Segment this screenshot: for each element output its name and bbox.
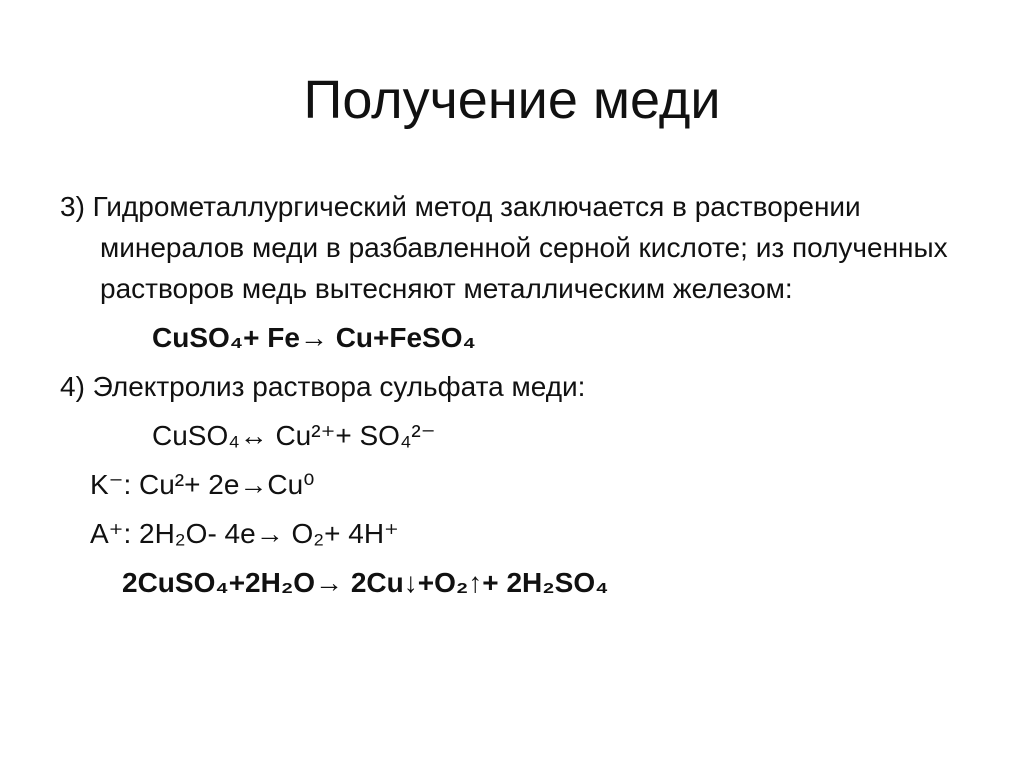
method-4-text: 4) Электролиз раствора сульфата меди: [60, 371, 586, 402]
equation-dissociation: CuSO₄↔ Cu²⁺+ SO₄²⁻ [152, 420, 436, 451]
equation-copper-displacement: CuSO₄+ Fe→ Cu+FeSO₄ [152, 322, 476, 353]
slide-title: Получение меди [303, 70, 721, 130]
equation-overall-electrolysis: 2CuSO₄+2H₂O→ 2Cu↓+O₂↑+ 2H₂SO₄ [122, 567, 609, 598]
equation-anode: A⁺: 2H₂O- 4e→ O₂+ 4H⁺ [90, 518, 399, 549]
slide-body [60, 186, 980, 603]
equation-cathode: K⁻: Cu²+ 2e→Cu⁰ [90, 469, 315, 500]
method-3-text: 3) Гидрометаллургический метод заключается в растворении минералов меди в разбавленной серной кислоте; из полученных растворов медь вытесняют металлическим железом: [60, 191, 948, 304]
